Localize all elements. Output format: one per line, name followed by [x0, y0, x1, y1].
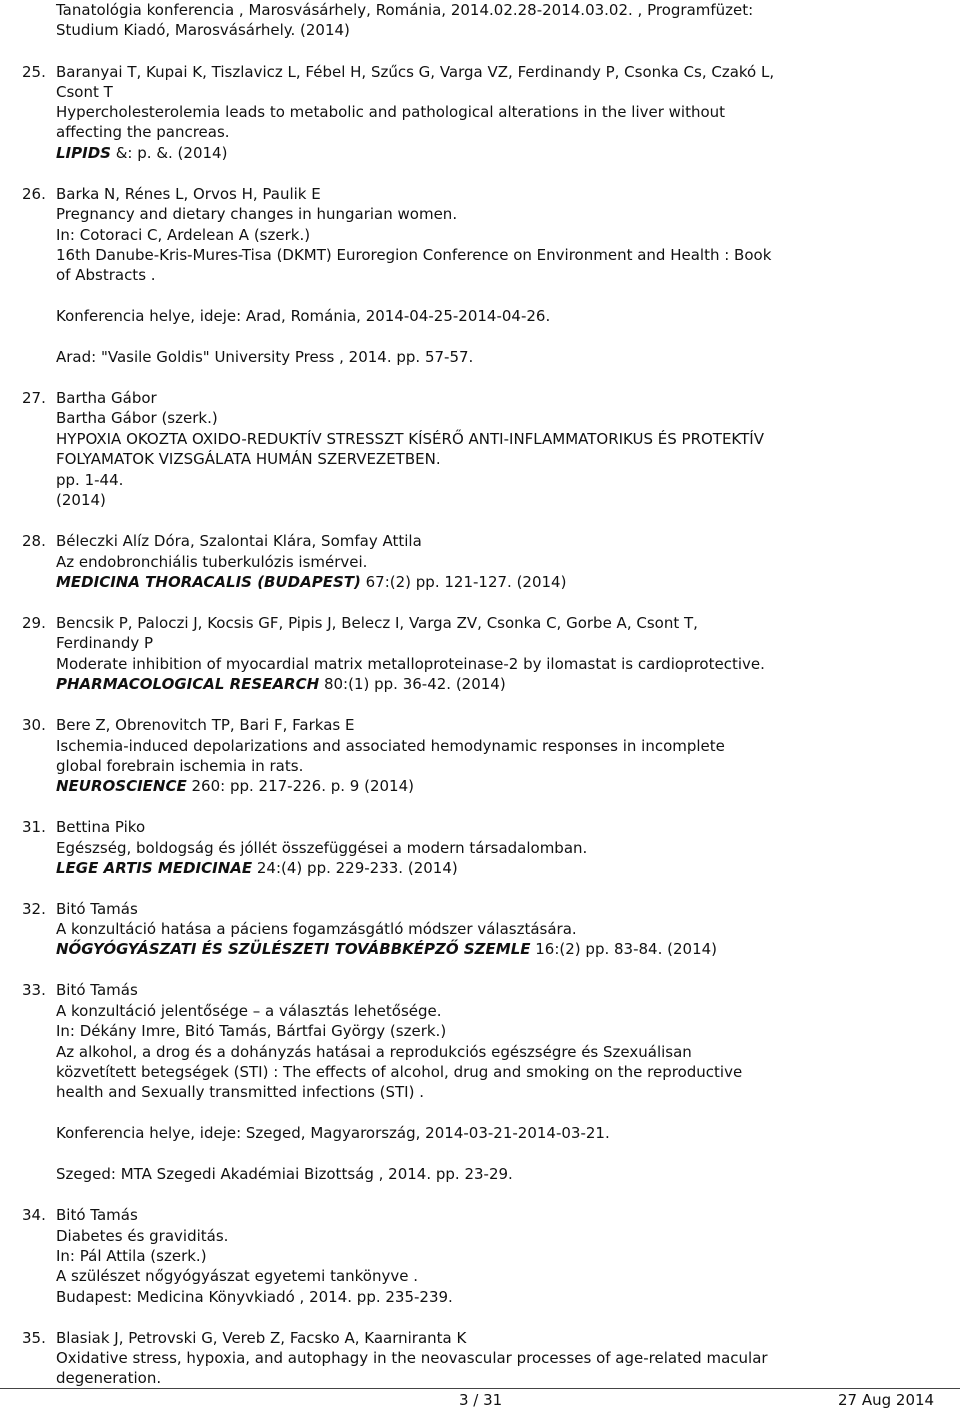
entry-pages: pp. 1-44. [56, 471, 124, 489]
entry-citation [56, 776, 414, 796]
entry-editors: Bartha Gábor (szerk.) [56, 409, 218, 427]
citation-details: 80:(1) pp. 36-42. (2014) [319, 675, 506, 693]
citation-details: 67:(2) pp. 121-127. (2014) [360, 573, 567, 591]
entry-authors: Blasiak J, Petrovski G, Vereb Z, Facsko A, Kaarniranta K [56, 1329, 467, 1347]
entry-citation [56, 572, 566, 592]
entry-title: Pregnancy and dietary changes in hungarian women. [56, 205, 458, 223]
entry-authors: Bitó Tamás [56, 1206, 138, 1224]
entry-citation [56, 674, 506, 694]
entry-citation [56, 858, 458, 878]
entry-editors: In: Pál Attila (szerk.) [56, 1247, 207, 1265]
entry-number: 29. [22, 614, 46, 632]
entry-number: 34. [22, 1206, 46, 1224]
journal-title: NEUROSCIENCE [56, 777, 187, 795]
entry-title: A konzultáció hatása a páciens fogamzásgátló módszer választására. [56, 920, 577, 938]
journal-title: NŐGYÓGYÁSZATI ÉS SZÜLÉSZETI TOVÁBBKÉPZŐ SZEMLE [56, 940, 531, 958]
entry-book-title: of Abstracts . [56, 266, 156, 284]
entry-authors: Bitó Tamás [56, 900, 138, 918]
entry-title: Hypercholesterolemia leads to metabolic and pathological alterations in the liver without [56, 103, 726, 121]
entry-number: 26. [22, 185, 46, 203]
citation-details: 24:(4) pp. 229-233. (2014) [252, 859, 458, 877]
entry-number: 31. [22, 818, 46, 836]
footer-divider [0, 1388, 960, 1389]
journal-title: LIPIDS [56, 144, 111, 162]
citation-details: 260: pp. 217-226. p. 9 (2014) [186, 777, 414, 795]
entry-title: A konzultáció jelentősége – a választás lehetősége. [56, 1002, 442, 1020]
entry-title: Egészség, boldogság és jóllét összefüggései a modern társadalomban. [56, 839, 588, 857]
entry-authors: Ferdinandy P [56, 634, 154, 652]
entry-citation [56, 939, 717, 959]
entry-number: 32. [22, 900, 46, 918]
entry-authors: Baranyai T, Kupai K, Tiszlavicz L, Fébel H, Szűcs G, Varga VZ, Ferdinandy P, Csonka Cs, Czakó L, [56, 63, 775, 81]
entry-conference-place: Konferencia helye, ideje: Szeged, Magyarország, 2014-03-21-2014-03-21. [56, 1124, 610, 1142]
entry-title: Diabetes és graviditás. [56, 1227, 229, 1245]
entry-number: 28. [22, 532, 46, 550]
entry-book-title: 16th Danube-Kris-Mures-Tisa (DKMT) Euroregion Conference on Environment and Health : Book [56, 246, 772, 264]
entry-title: Oxidative stress, hypoxia, and autophagy in the neovascular processes of age-related macular [56, 1349, 768, 1367]
entry-authors: Barka N, Rénes L, Orvos H, Paulik E [56, 185, 321, 203]
entry-number: 33. [22, 981, 46, 999]
entry-authors: Béleczki Alíz Dóra, Szalontai Klára, Somfay Attila [56, 532, 422, 550]
entry-editors: In: Dékány Imre, Bitó Tamás, Bártfai György (szerk.) [56, 1022, 447, 1040]
entry-authors: Csont T [56, 83, 113, 101]
entry-number: 27. [22, 389, 46, 407]
entry-authors: Bettina Piko [56, 818, 146, 836]
entry-year: (2014) [56, 491, 106, 509]
entry-authors: Bartha Gábor [56, 389, 157, 407]
entry-title: FOLYAMATOK VIZSGÁLATA HUMÁN SZERVEZETBEN. [56, 450, 441, 468]
continued-entry-line: Studium Kiadó, Marosvásárhely. (2014) [56, 21, 350, 39]
page-number: 3 / 31 [459, 1391, 503, 1409]
entry-book-title: A szülészet nőgyógyászat egyetemi tankönyve . [56, 1267, 419, 1285]
entry-citation [56, 143, 227, 163]
entry-book-title: Az alkohol, a drog és a dohányzás hatásai a reprodukciós egészségre és Szexuálisan [56, 1043, 692, 1061]
entry-editors: In: Cotoraci C, Ardelean A (szerk.) [56, 226, 311, 244]
continued-entry-line: Tanatológia konferencia , Marosvásárhely, Románia, 2014.02.28-2014.03.02. , Programfüzet: [56, 1, 754, 19]
entry-authors: Bencsik P, Paloczi J, Kocsis GF, Pipis J, Belecz I, Varga ZV, Csonka C, Gorbe A, Csont T, [56, 614, 698, 632]
journal-title: PHARMACOLOGICAL RESEARCH [56, 675, 320, 693]
entry-authors: Bitó Tamás [56, 981, 138, 999]
entry-title: affecting the pancreas. [56, 123, 230, 141]
journal-title: MEDICINA THORACALIS (BUDAPEST) [56, 573, 361, 591]
entry-title: global forebrain ischemia in rats. [56, 757, 304, 775]
entry-title: degeneration. [56, 1369, 162, 1387]
entry-title: Az endobronchiális tuberkulózis ismérvei. [56, 553, 368, 571]
entry-conference-place: Konferencia helye, ideje: Arad, Románia, 2014-04-25-2014-04-26. [56, 307, 551, 325]
entry-book-title: közvetített betegségek (STI) : The effects of alcohol, drug and smoking on the reproductive [56, 1063, 743, 1081]
entry-number: 25. [22, 63, 46, 81]
entry-title: Ischemia-induced depolarizations and associated hemodynamic responses in incomplete [56, 737, 725, 755]
entry-book-title: health and Sexually transmitted infections (STI) . [56, 1083, 424, 1101]
entry-title: Moderate inhibition of myocardial matrix metalloproteinase-2 by ilomastat is cardioprotective. [56, 655, 765, 673]
footer-date: 27 Aug 2014 [838, 1391, 935, 1409]
entry-publisher: Budapest: Medicina Könyvkiadó , 2014. pp. 235-239. [56, 1288, 453, 1306]
citation-details: 16:(2) pp. 83-84. (2014) [530, 940, 718, 958]
journal-title: LEGE ARTIS MEDICINAE [56, 859, 253, 877]
entry-publisher: Szeged: MTA Szegedi Akadémiai Bizottság , 2014. pp. 23-29. [56, 1165, 513, 1183]
entry-title: HYPOXIA OKOZTA OXIDO-REDUKTÍV STRESSZT KÍSÉRŐ ANTI-INFLAMMATORIKUS ÉS PROTEKTÍV [56, 430, 764, 448]
entry-authors: Bere Z, Obrenovitch TP, Bari F, Farkas E [56, 716, 355, 734]
entry-number: 35. [22, 1329, 46, 1347]
entry-publisher: Arad: "Vasile Goldis" University Press , 2014. pp. 57-57. [56, 348, 474, 366]
citation-details: &: p. &. (2014) [110, 144, 228, 162]
entry-number: 30. [22, 716, 46, 734]
